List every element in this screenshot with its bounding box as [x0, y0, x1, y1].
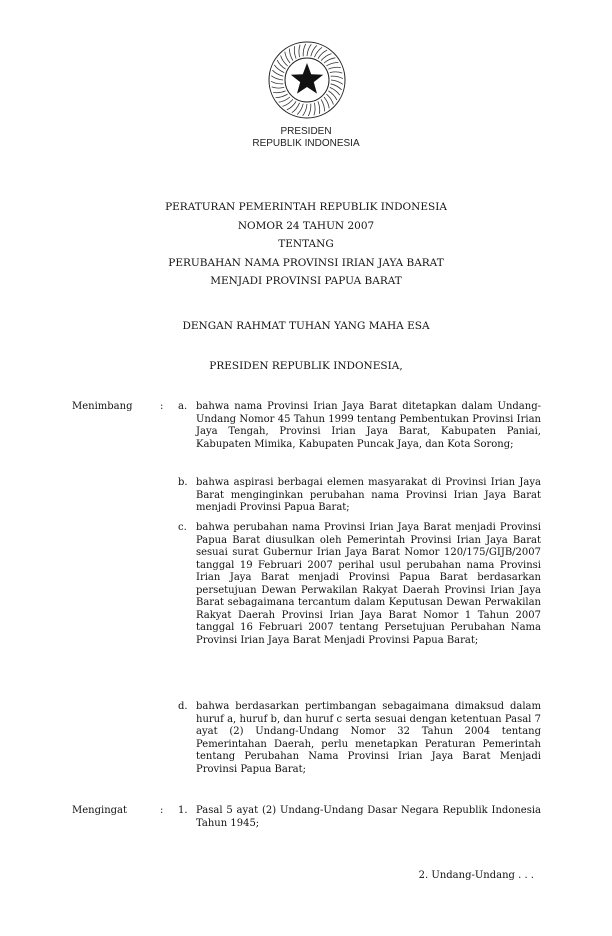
invocation: DENGAN RAHMAT TUHAN YANG MAHA ESA [182, 320, 430, 332]
item-text: bahwa aspirasi berbagai elemen masyarakat di Provinsi Irian Jaya Barat menginginkan perubahan nama Provinsi Irian Jaya Barat menjadi Provinsi Papua Barat; [196, 477, 541, 513]
page-continuation: 2. Undang-Undang . . . [418, 870, 534, 881]
title-line-4: PERUBAHAN NAMA PROVINSI IRIAN JAYA BARAT [168, 256, 444, 269]
document-title [0, 198, 612, 291]
item-text: bahwa berdasarkan pertimbangan sebagaimana dimaksud dalam huruf a, huruf b, dan huruf c serta sesuai dengan ketentuan Pasal 7 ayat (2) Undang-Undang Nomor 32 Tahun 2004 tentang Pemerintahan Daerah, perlu menetapkan Peraturan Pemerintah tentang Perubahan Nama Provinsi Irian Jaya Barat Menjadi Provinsi Papua Barat; [196, 701, 541, 775]
menimbang-item-a [178, 401, 541, 451]
header-republic: REPUBLIK INDONESIA [252, 138, 360, 149]
item-mark: c. [178, 522, 187, 533]
authority: PRESIDEN REPUBLIK INDONESIA, [209, 360, 403, 372]
mengingat-item-1 [178, 805, 541, 830]
menimbang-label: Menimbang [72, 401, 133, 412]
item-mark: a. [178, 401, 188, 412]
star-icon [291, 63, 323, 94]
menimbang-item-b [178, 477, 541, 515]
item-mark: b. [178, 477, 188, 488]
menimbang-item-c [178, 522, 541, 647]
item-mark: 1. [178, 805, 188, 816]
item-text: Pasal 5 ayat (2) Undang-Undang Dasar Negara Republik Indonesia Tahun 1945; [196, 805, 541, 829]
title-line-3: TENTANG [278, 238, 334, 250]
header-president: PRESIDEN [280, 126, 332, 137]
item-text: bahwa perubahan nama Provinsi Irian Jaya Barat menjadi Provinsi Papua Barat diusulkan oleh Pemerintah Provinsi Irian Jaya Barat sesuai surat Gubernur Irian Jaya Barat Nomor 120/175/GIJB/2007 tanggal 19 Februari 2007 perihal usul perubahan nama Provinsi Irian Jaya Barat menjadi Provinsi Papua Barat berdasarkan persetujuan Dewan Perwakilan Rakyat Daerah Provinsi Irian Jaya Barat sebagaimana tercantum dalam Keputusan Dewan Perwakilan Rakyat Daerah Provinsi Irian Jaya Barat Nomor 1 Tahun 2007 tanggal 16 Februari 2007 tentang Persetujuan Perubahan Nama Provinsi Irian Jaya Barat Menjadi Provinsi Papua Barat; [196, 522, 541, 646]
item-mark: d. [178, 701, 188, 712]
menimbang-item-d [178, 701, 541, 776]
item-text: bahwa nama Provinsi Irian Jaya Barat ditetapkan dalam Undang-Undang Nomor 45 Tahun 1999 tentang Pembentukan Provinsi Irian Jaya Tengah, Provinsi Irian Jaya Barat, Kabupaten Paniai, Kabupaten Mimika, Kabupaten Puncak Jaya, dan Kota Sorong; [196, 401, 541, 450]
title-line-1: PERATURAN PEMERINTAH REPUBLIK INDONESIA [165, 201, 447, 213]
mengingat-colon: : [160, 805, 164, 816]
mengingat-label: Mengingat [72, 805, 128, 816]
garuda-star-emblem-icon [266, 38, 348, 122]
title-line-5: MENJADI PROVINSI PAPUA BARAT [210, 275, 402, 287]
menimbang-colon: : [160, 401, 164, 412]
title-line-2: NOMOR 24 TAHUN 2007 [237, 219, 375, 232]
